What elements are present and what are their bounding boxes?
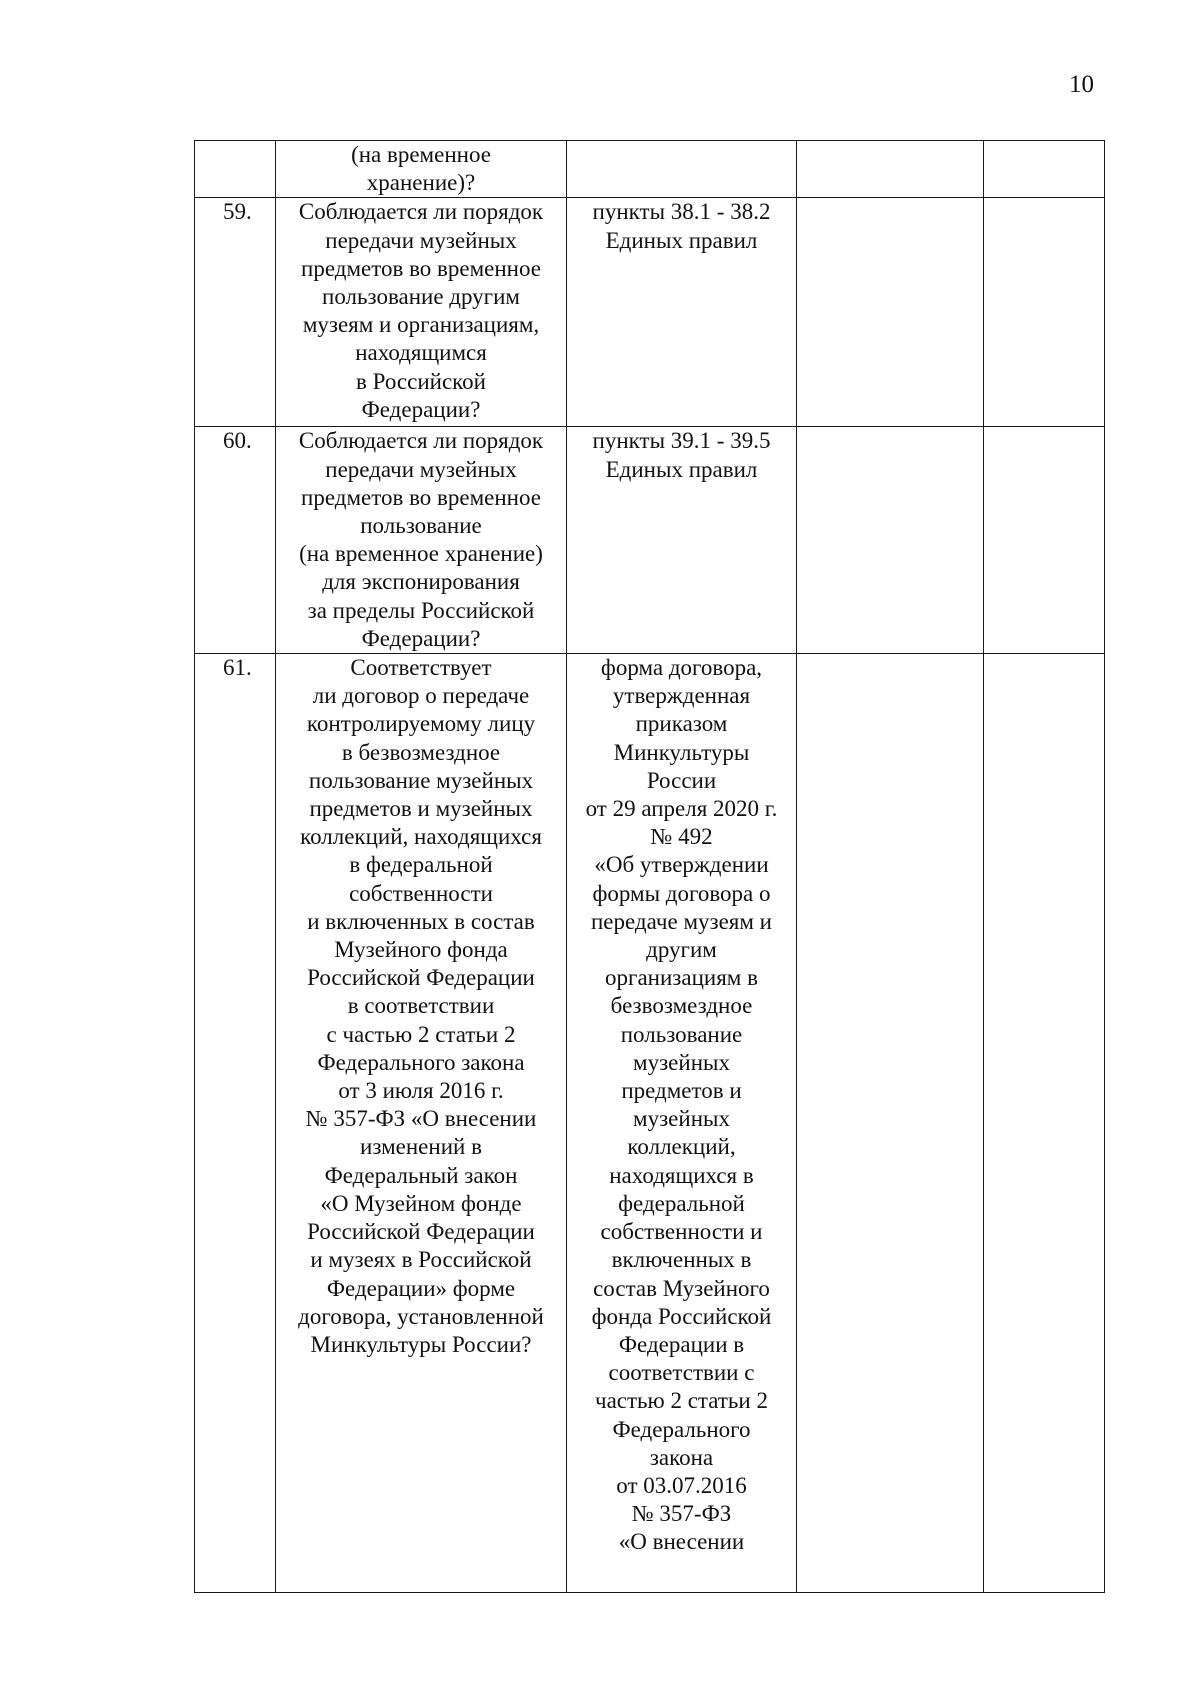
text-line: Российской Федерации xyxy=(307,1219,535,1245)
text-line: с частью 2 статьи 2 xyxy=(326,1021,516,1047)
text-line: пользование xyxy=(360,513,482,539)
reference-cell xyxy=(567,141,797,198)
text-line: коллекций, xyxy=(627,1134,736,1160)
table-row xyxy=(195,427,1105,654)
text-line: № 492 xyxy=(650,824,713,850)
text-line: включенных в xyxy=(611,1247,752,1273)
text-line: пункты 39.1 - 39.5 xyxy=(592,428,771,454)
text-line: и включенных в состав xyxy=(307,908,535,934)
text-line: «Об утверждении xyxy=(594,852,769,878)
row-number: 60. xyxy=(195,427,276,654)
text-line: России xyxy=(646,767,717,793)
text-line: от 29 апреля 2020 г. xyxy=(585,796,778,822)
question-cell xyxy=(276,198,567,427)
question-cell xyxy=(276,654,567,1593)
text-line: для экспонирования xyxy=(322,569,520,595)
checklist-table xyxy=(194,140,1105,1593)
text-line: хранение)? xyxy=(366,170,476,196)
text-line: Федерации в xyxy=(618,1331,745,1357)
text-line: собственности xyxy=(349,880,493,906)
text-line: «О Музейном фонде xyxy=(320,1190,522,1216)
text-line: приказом xyxy=(635,711,728,737)
text-line: контролируемому лицу xyxy=(306,711,536,737)
text-line: музейных xyxy=(633,1106,730,1132)
text-line: пункты 38.1 - 38.2 xyxy=(592,199,771,225)
table-row xyxy=(195,198,1105,427)
text-line: Федерального xyxy=(612,1416,751,1442)
text-line: Федеральный закон xyxy=(324,1162,518,1188)
text-line: собственности и xyxy=(600,1219,763,1245)
text-line: Федерального закона xyxy=(317,1049,525,1075)
empty-cell xyxy=(984,141,1105,198)
text-line: состав Музейного xyxy=(593,1275,770,1301)
text-line: (на временное xyxy=(351,142,491,167)
page-number: 10 xyxy=(1069,71,1094,98)
text-line: организациям в xyxy=(605,965,758,991)
text-line: Российской Федерации xyxy=(307,965,535,991)
text-line: Единых правил xyxy=(605,227,758,253)
empty-cell xyxy=(797,427,984,654)
text-line: договора, установленной xyxy=(298,1303,544,1329)
text-line: пользование музейных xyxy=(308,767,534,793)
empty-cell xyxy=(797,654,984,1593)
text-line: передаче музеям и xyxy=(591,908,772,934)
row-number: 59. xyxy=(195,198,276,427)
empty-cell xyxy=(984,427,1105,654)
text-line: предметов во временное xyxy=(301,484,541,510)
text-line: Минкультуры xyxy=(613,739,750,765)
text-line: формы договора о xyxy=(592,880,771,906)
text-line: музейных xyxy=(633,1049,730,1075)
empty-cell xyxy=(797,198,984,427)
text-line: в безвозмездное xyxy=(341,739,501,765)
text-line: находящимся xyxy=(355,340,487,366)
text-line: передачи музейных xyxy=(325,456,517,482)
text-line: музеям и организациям, xyxy=(302,312,540,338)
text-line: предметов и музейных xyxy=(309,796,533,822)
text-line: № 357-ФЗ «О внесении xyxy=(305,1106,537,1132)
text-line: утвержденная xyxy=(612,683,751,709)
text-line: и музеях в Российской xyxy=(310,1247,532,1273)
text-line: находящихся в xyxy=(609,1162,754,1188)
text-line: частью 2 статьи 2 xyxy=(595,1388,768,1414)
text-line: предметов и xyxy=(621,1078,742,1104)
empty-cell xyxy=(984,654,1105,1593)
text-line: в Российской xyxy=(356,368,486,394)
text-line: в федеральной xyxy=(349,852,493,878)
text-line: «О внесении xyxy=(618,1529,745,1555)
text-line: закона xyxy=(649,1444,714,1470)
text-line: соответствии с xyxy=(608,1360,755,1386)
text-line: Соблюдается ли порядок xyxy=(298,428,544,454)
question-cell xyxy=(276,141,567,198)
empty-cell xyxy=(797,141,984,198)
text-line: Соответствует xyxy=(350,655,492,681)
text-line: в соответствии xyxy=(347,993,495,1019)
reference-cell xyxy=(567,427,797,654)
reference-cell xyxy=(567,654,797,1593)
text-line: Федерации» форме xyxy=(326,1275,516,1301)
text-line: изменений в xyxy=(360,1134,482,1160)
text-line: федеральной xyxy=(618,1190,745,1216)
text-line: Соблюдается ли порядок xyxy=(298,199,544,225)
row-number: 61. xyxy=(195,654,276,1593)
text-line: Федерации? xyxy=(361,625,481,651)
text-line: Федерации? xyxy=(361,396,481,422)
text-line: пользование другим xyxy=(322,284,520,310)
text-line: Минкультуры России? xyxy=(310,1331,532,1357)
text-line: Музейного фонда xyxy=(334,937,508,963)
table-row xyxy=(195,654,1105,1593)
text-line: другим xyxy=(646,937,717,963)
text-line: предметов во временное xyxy=(301,255,541,281)
text-line: № 357-ФЗ xyxy=(631,1501,732,1527)
text-line: передачи музейных xyxy=(325,227,517,253)
text-line: ли договор о передаче xyxy=(312,683,530,709)
text-line: форма договора, xyxy=(600,655,763,681)
text-line: пользование xyxy=(620,1021,743,1047)
table-row xyxy=(195,141,1105,198)
text-line: (на временное хранение) xyxy=(299,541,543,567)
reference-cell xyxy=(567,198,797,427)
empty-cell xyxy=(984,198,1105,427)
text-line: за пределы Российской xyxy=(307,597,535,623)
text-line: Единых правил xyxy=(605,456,758,482)
text-line: безвозмездное xyxy=(610,993,753,1019)
text-line: коллекций, находящихся xyxy=(300,824,542,850)
text-line: от 03.07.2016 xyxy=(616,1472,747,1498)
text-line: от 3 июля 2016 г. xyxy=(338,1078,504,1104)
question-cell xyxy=(276,427,567,654)
row-number xyxy=(195,141,276,198)
text-line: фонда Российской xyxy=(591,1303,772,1329)
